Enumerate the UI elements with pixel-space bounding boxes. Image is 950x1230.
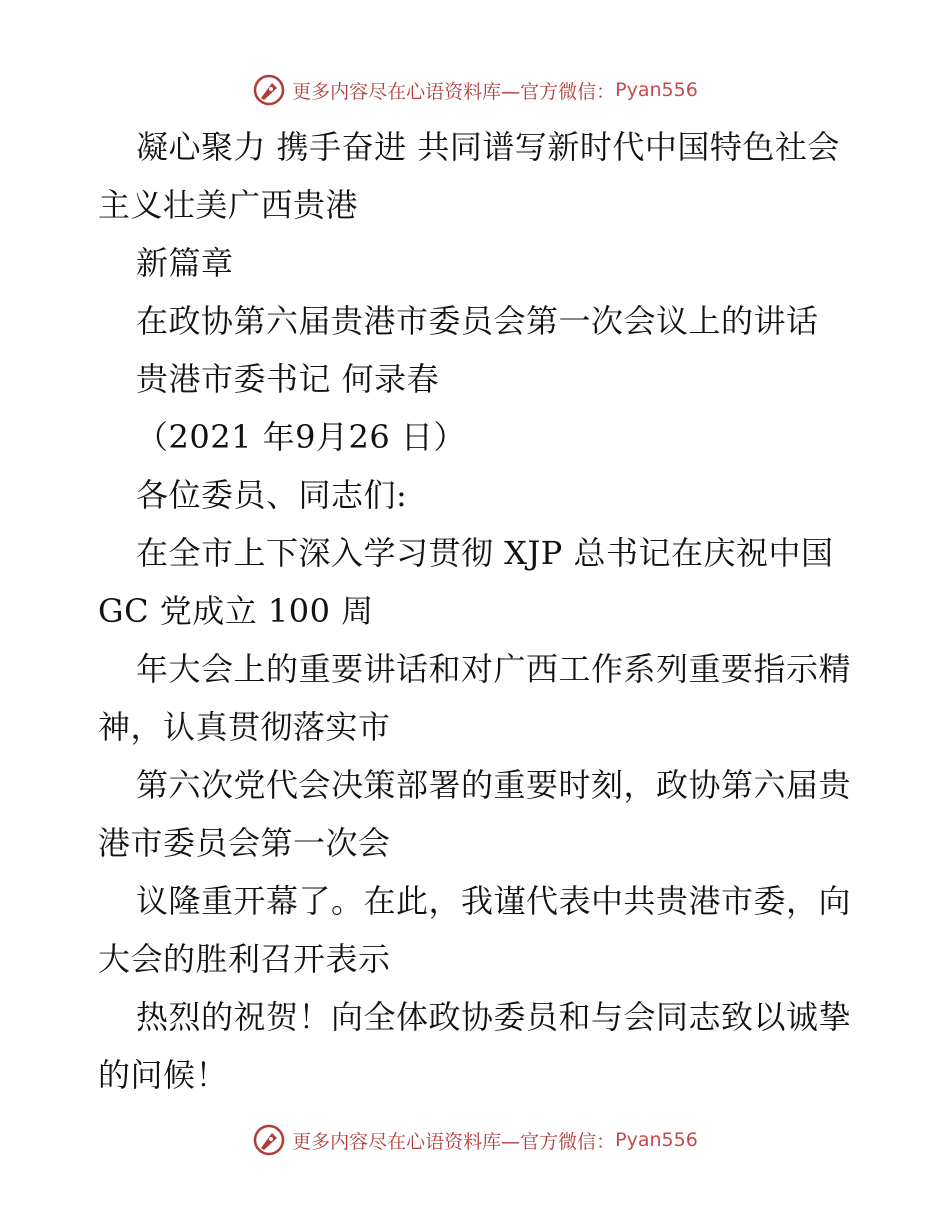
- pen-nib-circle-icon: [252, 73, 286, 107]
- watermark-wechat-id: Pyan556: [615, 1129, 698, 1151]
- paragraph: 议隆重开幕了。在此，我谨代表中共贵港市委，向大会的胜利召开表示: [98, 882, 852, 978]
- document-subtitle: 在政协第六届贵港市委员会第一次会议上的讲话: [136, 302, 819, 340]
- document-salutation: 各位委员、同志们:: [136, 476, 408, 514]
- paragraph: 热烈的祝贺！向全体政协委员和与会同志致以诚挚的问候！: [98, 998, 852, 1094]
- watermark-text: 更多内容尽在心语资料库—官方微信：: [292, 1130, 616, 1153]
- watermark-banner-top: [0, 70, 950, 110]
- document-title-line2: 新篇章: [136, 244, 234, 282]
- document-title-line1: 凝心聚力 携手奋进 共同谱写新时代中国特色社会主义壮美广西贵港: [98, 128, 840, 224]
- watermark-text: 更多内容尽在心语资料库—官方微信：: [292, 80, 616, 103]
- document-speaker: 贵港市委书记 何录春: [136, 360, 440, 398]
- document-body: [98, 118, 858, 1104]
- document-date: （2021 年9月26 日）: [136, 418, 466, 456]
- paragraph: 在全市上下深入学习贯彻 XJP 总书记在庆祝中国 GC 党成立 100 周: [98, 534, 834, 630]
- watermark-wechat-id: Pyan556: [615, 79, 698, 101]
- watermark-banner-bottom: [0, 1120, 950, 1160]
- paragraph: 第六次党代会决策部署的重要时刻，政协第六届贵港市委员会第一次会: [98, 766, 852, 862]
- pen-nib-circle-icon: [252, 1123, 286, 1157]
- paragraph: 年大会上的重要讲话和对广西工作系列重要指示精神，认真贯彻落实市: [98, 650, 852, 746]
